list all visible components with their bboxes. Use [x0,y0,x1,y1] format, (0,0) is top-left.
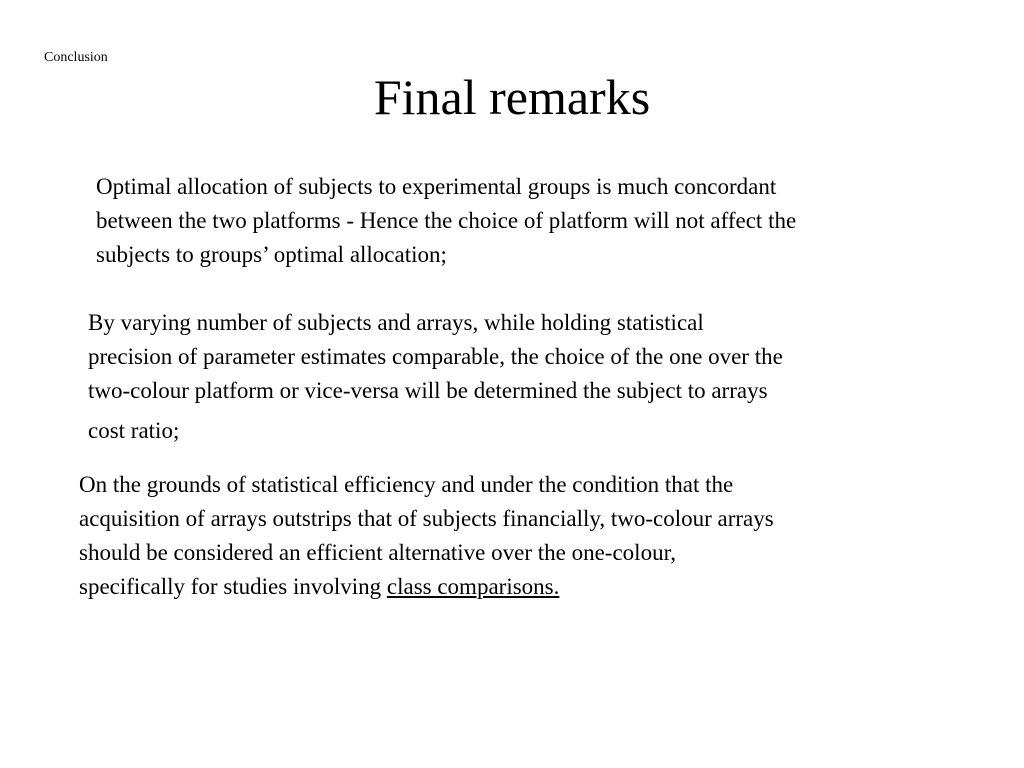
paragraph-line: By varying number of subjects and arrays, while holding statistical [88,310,704,335]
paragraph-line-prefix: specifically for studies involving [79,574,387,599]
paragraph-line: between the two platforms - Hence the choice of platform will not affect the [96,208,797,233]
section-label: Conclusion [44,50,108,65]
paragraph-line: should be considered an efficient alternative over the one-colour, [79,540,677,565]
paragraph-line [79,570,969,604]
paragraph-cost-ratio [88,306,968,408]
paragraph-line: Optimal allocation of subjects to experimental groups is much concordant [96,174,777,199]
paragraph-line: cost ratio; [88,418,180,443]
paragraph-line: On the grounds of statistical efficiency and under the condition that the [79,472,734,497]
paragraph-platform-concordance [96,170,976,272]
paragraph-line: subjects to groups’ optimal allocation; [96,242,447,267]
paragraph-line: two-colour platform or vice-versa will be determined the subject to arrays [88,378,768,403]
paragraph-line: acquisition of arrays outstrips that of subjects financially, two-colour arrays [79,506,774,531]
paragraph-line: precision of parameter estimates comparable, the choice of the one over the [88,344,783,369]
underlined-emphasis: class comparisons. [386,574,560,599]
paragraph-cost-ratio-tail [88,414,968,448]
slide-title: Final remarks [373,69,651,125]
paragraph-statistical-efficiency [79,468,969,604]
